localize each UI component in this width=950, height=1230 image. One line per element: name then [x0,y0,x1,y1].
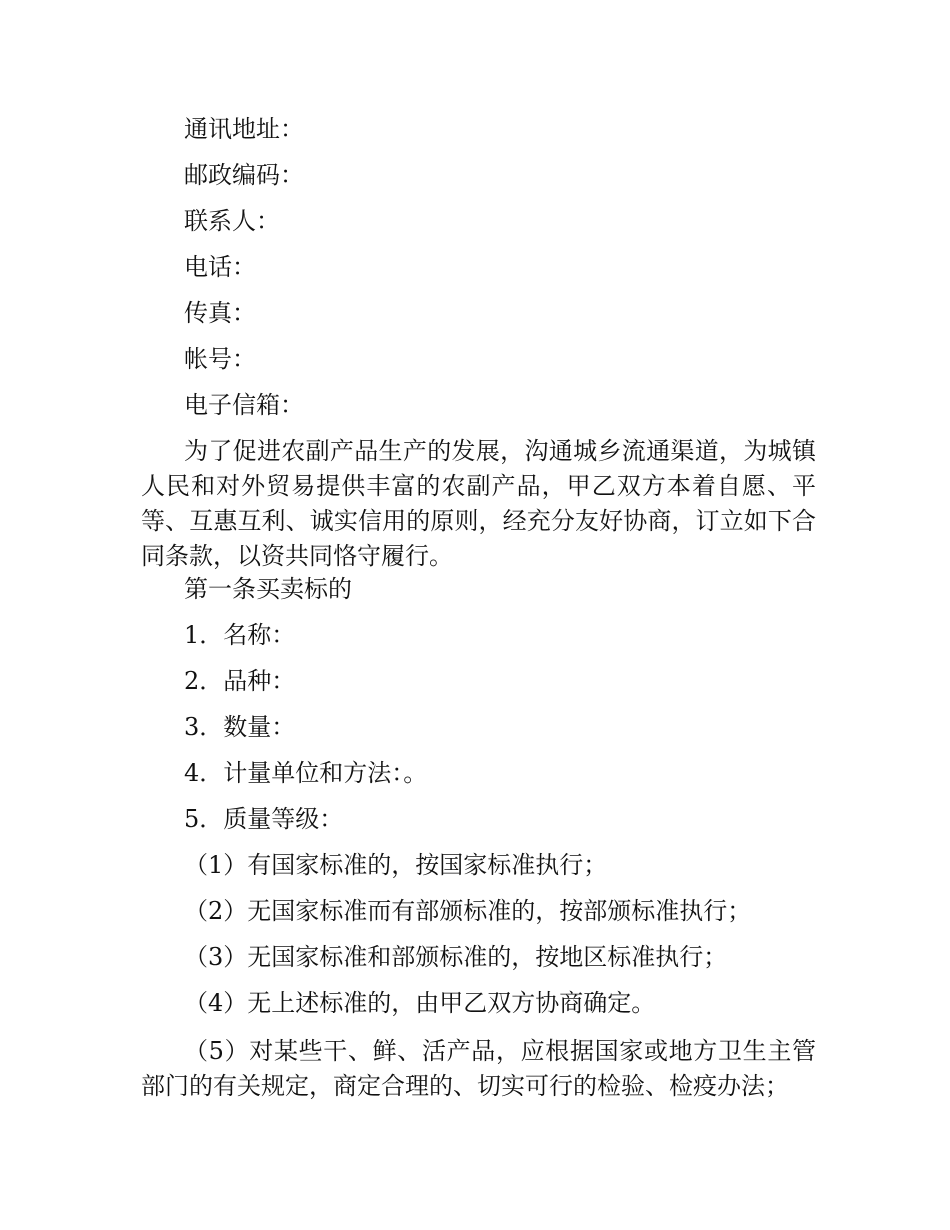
field-postcode: 邮政编码： [184,161,304,189]
item-name: 1．名称： [184,621,296,649]
item-quality: 5．质量等级： [184,805,344,833]
quality-rule-4: （4）无上述标准的，由甲乙双方协商确定。 [184,989,656,1017]
item-variety: 2．品种： [184,667,296,695]
field-address: 通讯地址： [184,115,304,143]
intro-paragraph: 为了促进农副产品生产的发展，沟通城乡流通渠道，为城镇人民和对外贸易提供丰富的农副产品，甲乙双方本着自愿、平等、互惠互利、诚实信用的原则，经充分友好协商，订立如下合同条款，以资共同恪守履行。 [141,437,816,570]
quality-rule-5: （5）对某些干、鲜、活产品，应根据国家或地方卫生主管部门的有关规定，商定合理的、切实可行的检验、检疫办法； [141,1037,816,1100]
field-account: 帐号： [184,345,256,373]
item-unit-method: 4．计量单位和方法：。 [184,759,428,787]
field-email: 电子信箱： [184,391,304,419]
field-phone: 电话： [184,253,256,281]
quality-rule-3: （3）无国家标准和部颁标准的，按地区标准执行； [184,943,728,971]
field-fax: 传真： [184,299,256,327]
item-quantity: 3．数量： [184,713,296,741]
field-contact: 联系人： [184,207,280,235]
article1-heading: 第一条买卖标的 [184,575,352,603]
quality-rule-2: （2）无国家标准而有部颁标准的，按部颁标准执行； [184,897,752,925]
quality-rule-1: （1）有国家标准的，按国家标准执行； [184,851,608,879]
